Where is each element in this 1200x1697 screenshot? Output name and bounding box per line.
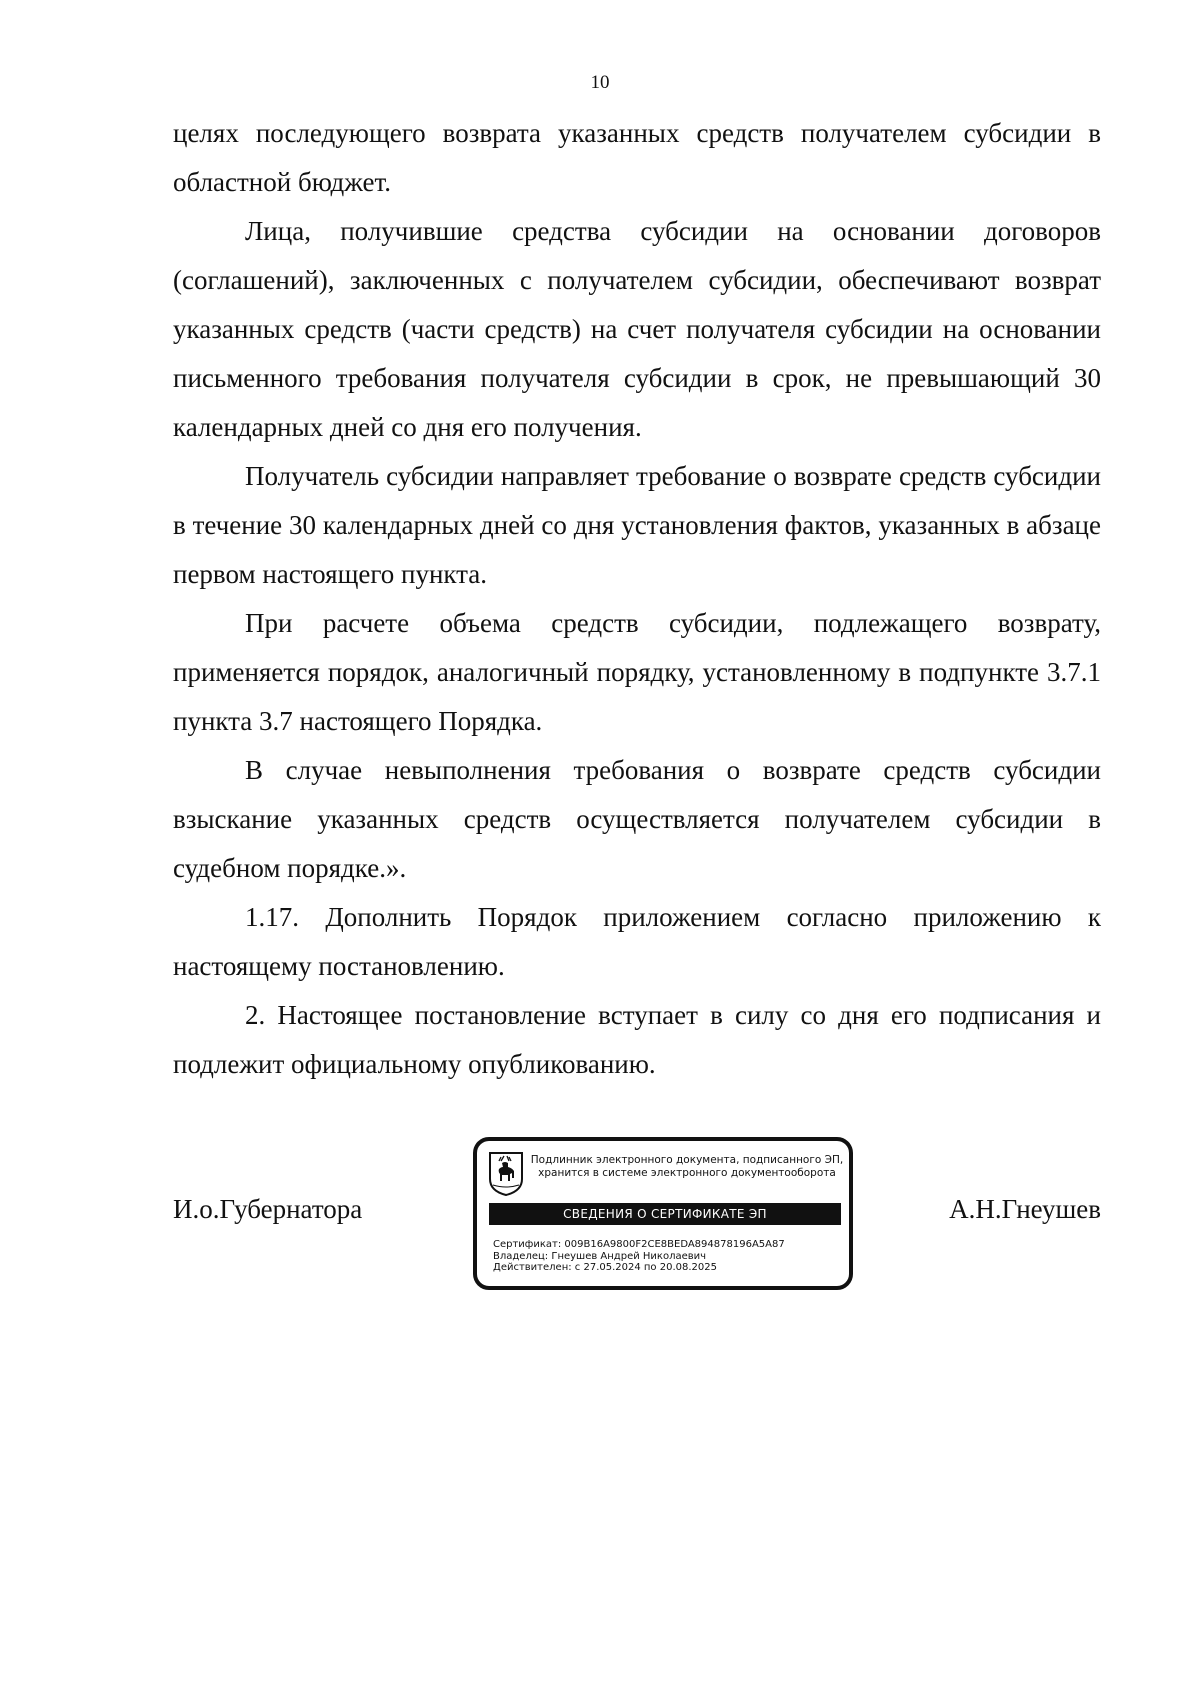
signer-name: А.Н.Гнеушев	[949, 1194, 1101, 1224]
stamp-header-line: хранится в системе электронного документооборота	[538, 1167, 836, 1179]
certificate-details	[493, 1239, 785, 1274]
paragraph-judicial-recovery: В случае невыполнения требования о возврате средств субсидии взыскание указанных средств осуществляется получателем субсидии в судебном порядке.».	[173, 755, 1101, 883]
certificate-owner: Владелец: Гнеушев Андрей Николаевич	[493, 1250, 707, 1262]
certificate-number: Сертификат: 009B16A9800F2CE8BEDA894878196A5A87	[493, 1239, 785, 1250]
paragraph-item-1-17: 1.17. Дополнить Порядок приложением согласно приложению к настоящему постановлению.	[173, 902, 1101, 981]
signer-title: И.о.Губернатора	[173, 1194, 363, 1224]
signature-block	[173, 1137, 1101, 1297]
paragraph-refund-request: Получатель субсидии направляет требование о возврате средств субсидии в течение 30 календарных дней со дня установления фактов, указанных в абзаце первом настоящего пункта.	[173, 461, 1101, 589]
paragraph-continuation: целях последующего возврата указанных средств получателем субсидии в областной бюджет.	[173, 118, 1101, 197]
coat-of-arms-emblem	[487, 1151, 525, 1197]
paragraph-refund-by-persons: Лица, получившие средства субсидии на основании договоров (соглашений), заключенных с получателем субсидии, обеспечивают возврат указанных средств (части средств) на счет получателя субсидии на основании письменного требования получателя субсидии в срок, не превышающий 30 календарных дней со дня его получения.	[173, 216, 1101, 442]
certificate-validity: Действителен: с 27.05.2024 по 20.08.2025	[493, 1262, 717, 1273]
page-number: 10	[590, 72, 610, 93]
paragraph-item-2: 2. Настоящее постановление вступает в силу со дня его подписания и подлежит официальному опубликованию.	[173, 1000, 1101, 1079]
certificate-info-bar: СВЕДЕНИЯ О СЕРТИФИКАТЕ ЭП	[489, 1203, 841, 1225]
stamp-header	[527, 1154, 847, 1180]
stamp-header-line: Подлинник электронного документа, подписанного ЭП,	[530, 1154, 844, 1166]
paragraph-refund-calculation: При расчете объема средств субсидии, подлежащего возврату, применяется порядок, аналогичный порядку, установленному в подпункте 3.7.1 пункта 3.7 настоящего Порядка.	[173, 608, 1101, 736]
document-body	[173, 109, 1101, 1089]
electronic-signature-stamp	[473, 1137, 853, 1290]
